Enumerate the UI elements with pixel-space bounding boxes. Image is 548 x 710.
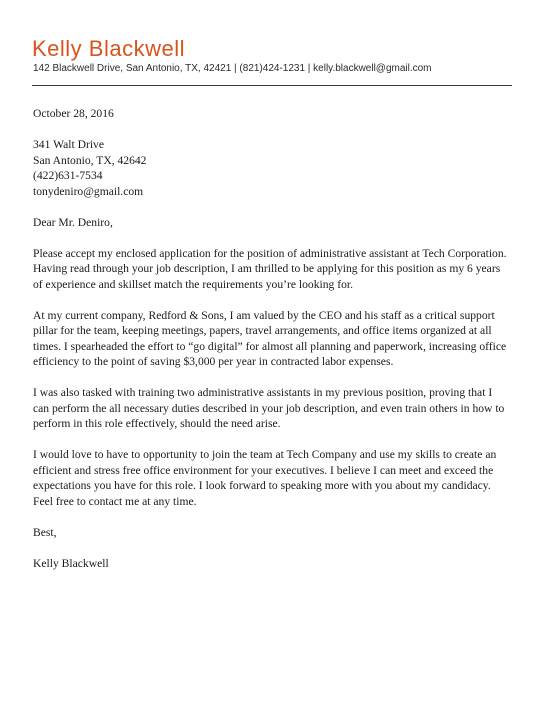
recipient-city-state-zip: San Antonio, TX, 42642: [33, 153, 147, 167]
sender-name: Kelly Blackwell: [32, 36, 185, 61]
closing: Best,: [33, 525, 57, 539]
recipient-address: [33, 137, 508, 199]
sender-contact-line: 142 Blackwell Drive, San Antonio, TX, 42421 | (821)424-1231 | kelly.blackwell@gmail.com: [33, 63, 432, 74]
recipient-email: tonydeniro@gmail.com: [33, 184, 144, 198]
letter-date: October 28, 2016: [33, 107, 114, 120]
signature-name: Kelly Blackwell: [33, 556, 109, 570]
header-divider: [32, 85, 512, 86]
body-paragraph-4: I would love to have to opportunity to join the team at Tech Company and use my skills to create an efficient and stress free office environment for your executives. I believe I can meet and exceed the expectations you have for this role. I look forward to speaking more with you about my candidacy. Feel free to contact me at any time.: [33, 448, 497, 508]
recipient-street: 341 Walt Drive: [33, 138, 104, 151]
body-paragraph-3: I was also tasked with training two administrative assistants in my previous position, proving that I can perform the all necessary duties described in your job description, and even train others in how to perform in this role effectively, should the need arise.: [33, 386, 505, 430]
salutation: Dear Mr. Deniro,: [33, 215, 113, 229]
body-paragraph-1: Please accept my enclosed application for the position of administrative assistant at Tech Corporation. Having read through your job description, I am thrilled to be applying for this position as my 6 years of experience and skillset match the requirements you’re looking for.: [33, 246, 507, 291]
body-paragraph-2: At my current company, Redford & Sons, I am valued by the CEO and his staff as a critical support pillar for the team, keeping meetings, papers, travel arrangements, and office items organized at all times. I spearheaded the effort to “go digital” for almost all planning and paperwork, increasing office efficiency to the point of saving $3,000 per year in contracted labor expenses.: [33, 308, 507, 368]
recipient-phone: (422)631-7534: [33, 169, 103, 182]
letter-body: [33, 106, 508, 571]
